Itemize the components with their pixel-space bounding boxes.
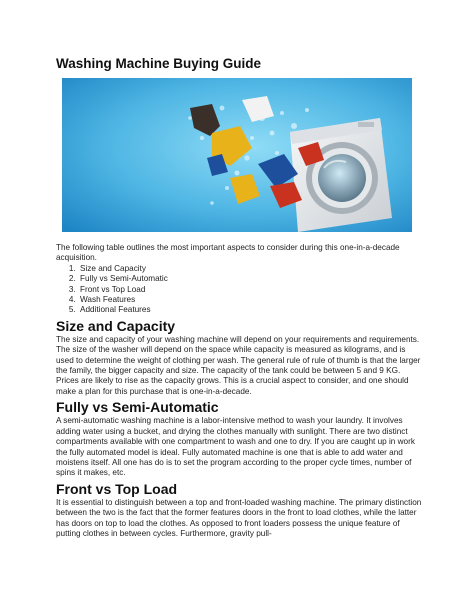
list-item: 4. Wash Features (78, 295, 422, 305)
list-item: 2. Fully vs Semi-Automatic (78, 274, 422, 284)
section-heading-size-capacity: Size and Capacity (56, 317, 176, 334)
washing-machine-icon (62, 78, 412, 232)
aspects-list (56, 264, 422, 316)
page-title: Washing Machine Buying Guide (56, 56, 262, 71)
document-body (56, 243, 422, 539)
section-body-fully-semi: A semi-automatic washing machine is a labor-intensive method to wash your laundry. It involves adding water using a bucket, and drying the clothes manually with sunlight. There are two distinct compartments available with one compartment to wash and one to dry. If you are caught up in work the fully automated model is ideal. Fully automated machine is one that is able to add water and moistens itself. All one has do is to set the program according to the proper cycle times, number of spins it makes, etc. (56, 416, 415, 478)
list-item: 3. Front vs Top Load (78, 285, 422, 295)
list-item: 1. Size and Capacity (78, 264, 422, 274)
section-heading-front-top: Front vs Top Load (56, 480, 178, 497)
hero-image (62, 78, 412, 232)
list-item: 5. Additional Features (78, 305, 422, 315)
section-body-front-top: It is essential to distinguish between a top and front-loaded washing machine. The primary distinction between the two is the fact that the former features doors in the front to load clothes, while the latter has doors on top to load the clothes. As opposed to front loaders possess the unique feature of putting clothes in between cycles. Furthermore, gravity pull- (56, 497, 422, 538)
section-heading-fully-semi: Fully vs Semi-Automatic (56, 399, 219, 416)
intro-paragraph: The following table outlines the most important aspects to consider during this one-in-a-decade acquisition. (56, 243, 400, 263)
section-body-size-capacity: The size and capacity of your washing machine will depend on your requirements and requirements. The size of the washer will depend on the space while capacity is measured as kilograms, and is used to determine the weight of clothing per wash. The general rule of rule of thumb is that the larger the family, the bigger capacity and size. The capacity of the tank could be between 5 and 9 KG. Prices are likely to rise as the capacity grows. This is a crucial aspect to consider, and one should make a plan for this purchase that is one-in-a-decade. (56, 334, 421, 396)
